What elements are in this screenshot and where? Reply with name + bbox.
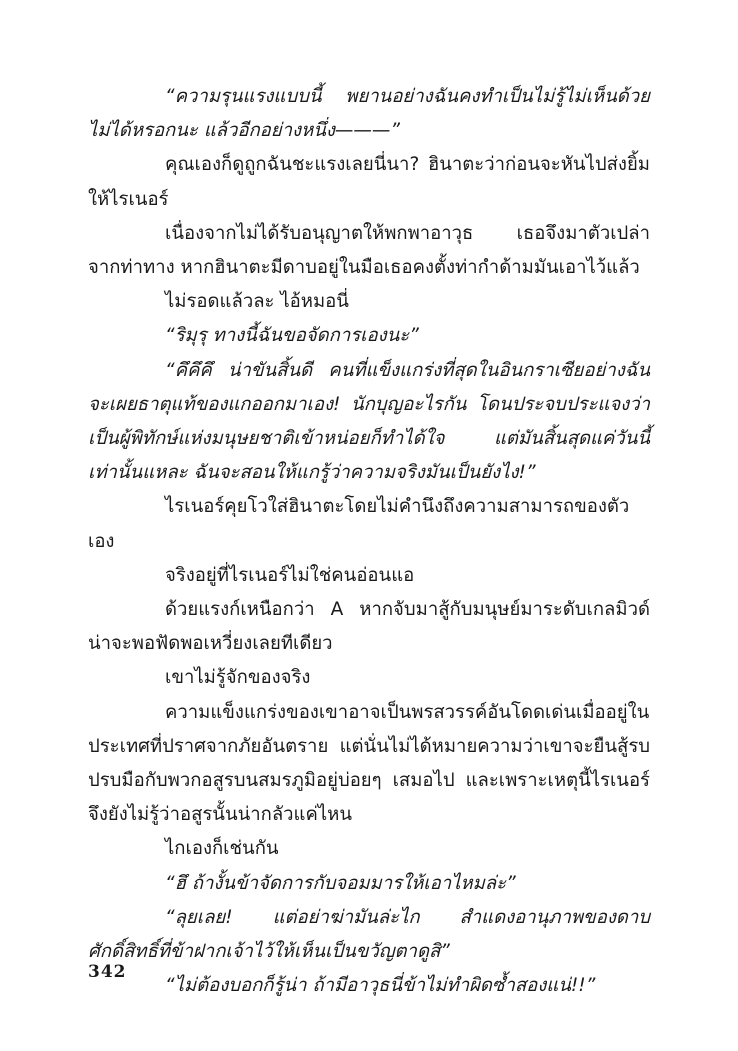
paragraph: “คึคึคึ น่าขันสิ้นดี คนที่แข็งแกร่งที่สุดในอินกราเซียอย่างฉันจะเผยธาตุแท้ของแกออกมาเอง! นักบุญอะไรกัน โดนประจบประแจงว่าเป็นผู้พิทักษ์แห่งมนุษยชาติเข้าหน่อยก็ทำได้ใจ แต่มันสิ้นสุดแค่วันนี้เท่านั้นแหละ ฉันจะสอนให้แกรู้ว่าความจริงมันเป็นยังไง!” [88,359,650,484]
paragraph: ไรเนอร์คุยโวใส่ฮินาตะโดยไม่คำนึงถึงความสามารถของตัวเอง [88,496,630,552]
body-text [88,80,650,1003]
page-number: 342 [88,962,127,982]
paragraph: “ริมุรุ ทางนี้ฉันขอจัดการเองนะ” [165,325,419,347]
paragraph: “ความรุนแรงแบบนี้ พยานอย่างฉันคงทำเป็นไม่รู้ไม่เห็นด้วยไม่ได้หรอกนะ แล้วอีกอย่างหนึ่ง———” [88,86,650,142]
paragraph: เนื่องจากไม่ได้รับอนุญาตให้พกพาอาวุธ เธอจึงมาตัวเปล่า จากท่าทาง หากฮินาตะมีดาบอยู่ในมือเธอคงตั้งท่ากำด้ามมันเอาไว้แล้ว [88,222,650,279]
paragraph: ไกเองก็เช่นกัน [165,838,279,860]
paragraph: ด้วยแรงก์เหนือกว่า A หากจับมาสู้กับมนุษย์มาระดับเกลมิวด์น่าจะพอฟัดพอเหวี่ยงเลยทีเดียว [88,599,650,655]
paragraph: ไม่รอดแล้วละ ไอ้หมอนี่ [165,291,349,313]
paragraph: “ไม่ต้องบอกก็รู้น่า ถ้ามีอาวุธนี่ข้าไม่ทำผิดซ้ำสองแน่!!” [165,975,596,997]
paragraph: คุณเองก็ดูถูกฉันชะแรงเลยนี่นา? ฮินาตะว่าก่อนจะหันไปส่งยิ้มให้ไรเนอร์ [88,154,650,210]
paragraph: จริงอยู่ที่ไรเนอร์ไม่ใช่คนอ่อนแอ [165,564,415,586]
paragraph: เขาไม่รู้จักของจริง [165,667,311,689]
paragraph: ความแข็งแกร่งของเขาอาจเป็นพรสวรรค์อันโดดเด่นเมื่ออยู่ในประเทศที่ปราศจากภัยอันตราย แต่นั่นไม่ได้หมายความว่าเขาจะยืนสู้รบปรบมือกับพวกอสูรบนสมรภูมิอยู่บ่อยๆ เสมอไป และเพราะเหตุนี้ไรเนอร์จึงยังไม่รู้ว่าอสูรนั้นน่ากลัวแค่ไหน [88,701,650,826]
paragraph: “ฮึ ถ้างั้นข้าจัดการกับจอมมารให้เอาไหมล่ะ” [165,872,516,894]
paragraph: “ลุยเลย! แต่อย่าฆ่ามันล่ะไก สำแดงอานุภาพของดาบศักดิ์สิทธิ์ที่ข้าฝากเจ้าไว้ให้เห็นเป็นขวัญตาดูสิ” [88,906,650,963]
